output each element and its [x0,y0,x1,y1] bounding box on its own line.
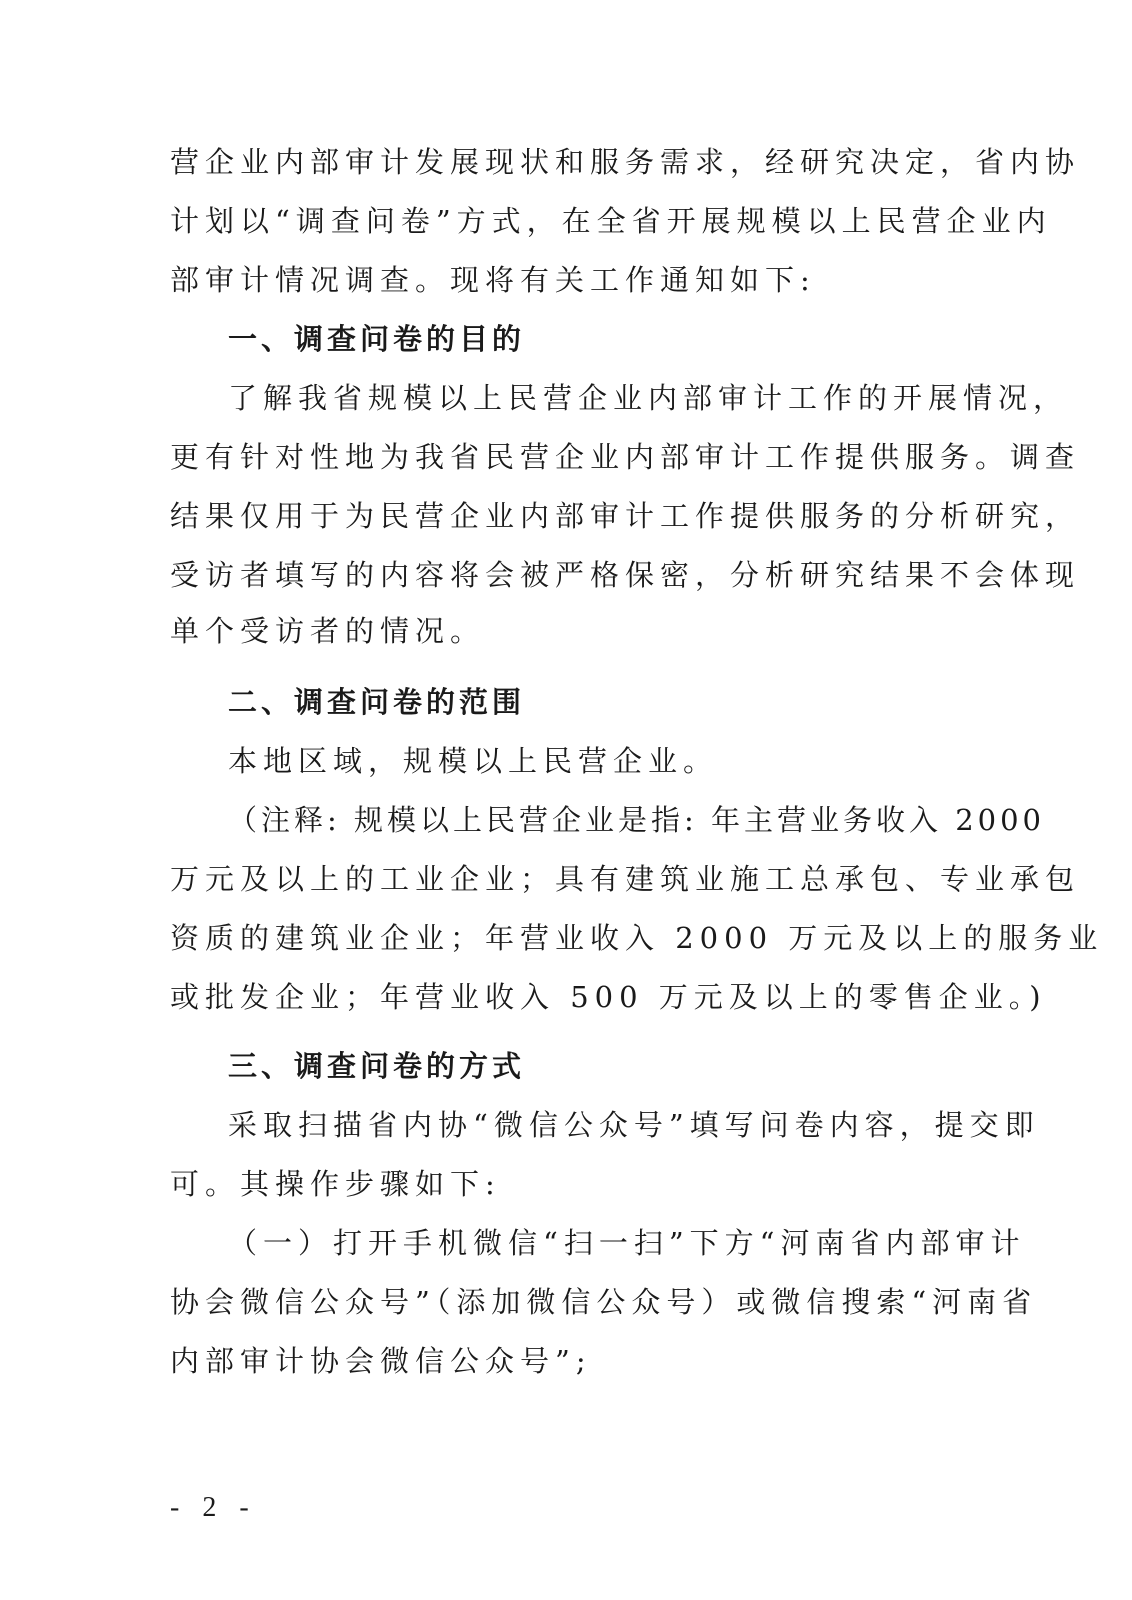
body-text-line: 万元及以上的工业企业；具有建筑业施工总承包、专业承包 [170,862,1081,896]
body-text-line: （一）打开手机微信“扫一扫”下方“河南省内部审计 [228,1226,1026,1260]
body-text-line: （注释: 规模以上民营企业是指: 年主营业务收入 2000 [228,803,1045,837]
body-text-line: 或批发企业；年营业收入 500 万元及以上的零售企业。) [170,980,1047,1014]
body-text-line: 受访者填写的内容将会被严格保密，分析研究结果不会体现 [170,558,1081,592]
body-text-line: 采取扫描省内协“微信公众号”填写问卷内容，提交即 [228,1108,1040,1142]
body-text-line: 更有针对性地为我省民营企业内部审计工作提供服务。调查 [170,440,1081,474]
body-text-line: 内部审计协会微信公众号”; [170,1344,592,1378]
section-heading: 一、调查问卷的目的 [228,322,526,356]
body-text-line: 可。其操作步骤如下: [170,1167,501,1201]
section-heading: 三、调查问卷的方式 [228,1049,526,1083]
body-text-line: 资质的建筑业企业；年营业收入 2000 万元及以上的服务业 [170,921,1104,955]
section-heading: 二、调查问卷的范围 [228,685,526,719]
body-text-line: 结果仅用于为民营企业内部审计工作提供服务的分析研究， [170,499,1081,533]
body-text-line: 了解我省规模以上民营企业内部审计工作的开展情况， [228,381,1069,415]
body-text-line: 协会微信公众号”（添加微信公众号）或微信搜索“河南省 [170,1285,1038,1319]
body-text-line: 本地区域，规模以上民营企业。 [228,744,719,778]
body-text-line: 计划以“调查问卷”方式，在全省开展规模以上民营企业内 [170,204,1052,238]
body-text-line: 部审计情况调查。现将有关工作通知如下: [170,263,816,297]
body-text-line: 营企业内部审计发展现状和服务需求，经研究决定，省内协 [170,145,1081,179]
page-number: - 2 - [170,1492,257,1523]
body-text-line: 单个受访者的情况。 [170,614,486,648]
